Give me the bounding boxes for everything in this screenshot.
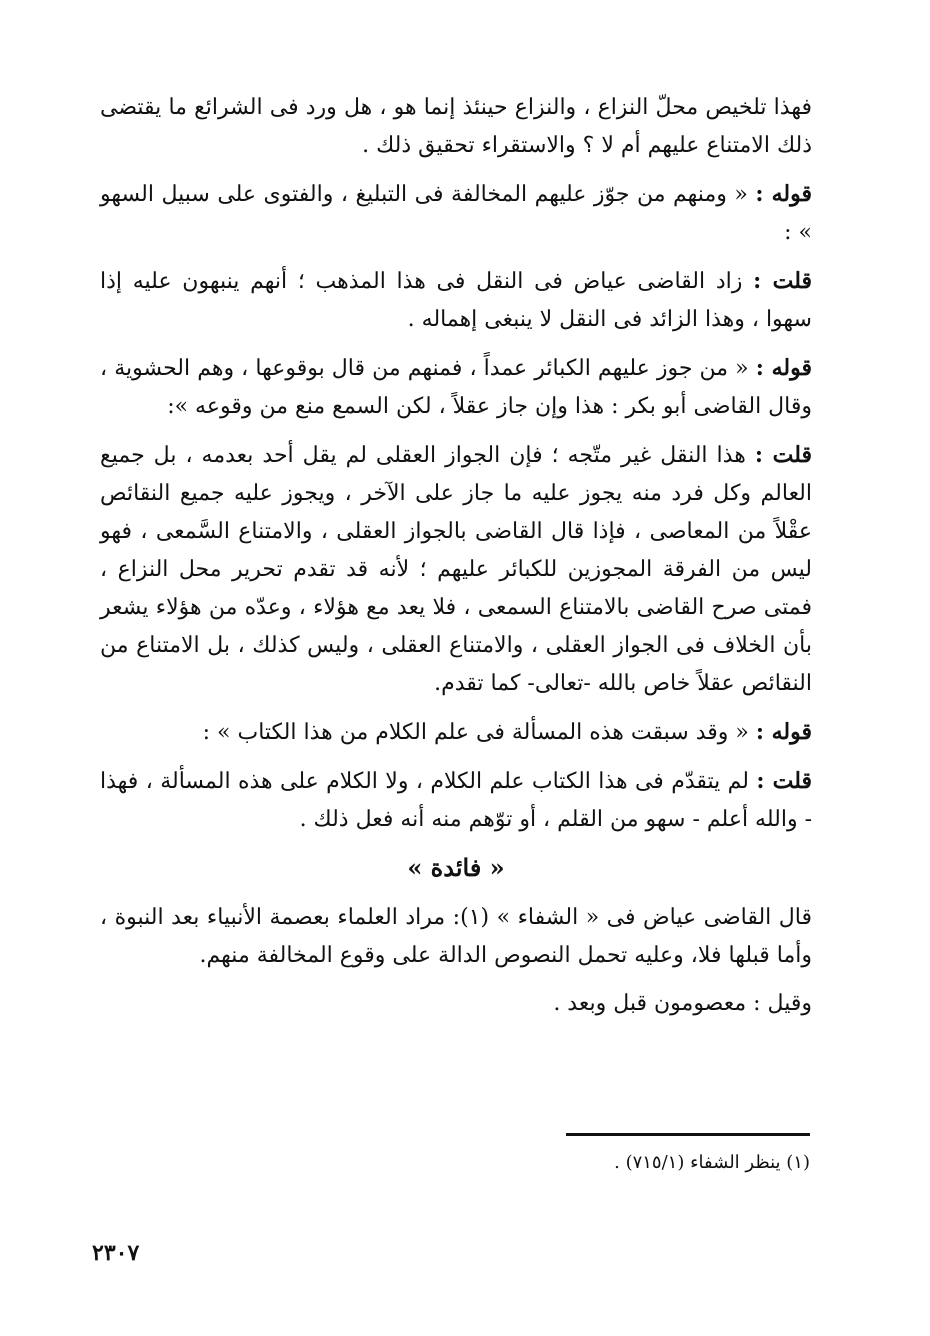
paragraph-8: قال القاضى عياض فى « الشفاء » (١): مراد العلماء بعصمة الأنبياء بعد النبوة ، وأما قبلها فلا، وعليه تحمل النصوص الدالة على وقوع المخالفة منهم. xyxy=(100,905,812,968)
paragraph-text: « ومنهم من جوّز عليهم المخالفة فى التبليغ ، والفتوى على سبيل السهو » : xyxy=(100,182,812,245)
paragraph-5 xyxy=(100,436,812,703)
paragraph-9: وقيل : معصومون قبل وبعد . xyxy=(553,991,812,1016)
paragraph-6 xyxy=(100,713,812,752)
page-body xyxy=(100,88,812,1033)
paragraph-text: « وقد سبقت هذه المسألة فى علم الكلام من هذا الكتاب » : xyxy=(202,720,756,745)
paragraph-1 xyxy=(100,88,812,165)
paragraph-lead: قوله : xyxy=(755,181,812,207)
footnote: (١) ينظر الشفاء (٧١٥/١) . xyxy=(614,1152,810,1173)
paragraph-lead: قلت : xyxy=(756,768,812,794)
section-heading: « فائدة » xyxy=(407,853,505,882)
paragraph-text: هذا النقل غير متّجه ؛ فإن الجواز العقلى لم يقل أحد بعدمه ، بل جميع العالم وكل فرد منه يجوز عليه ما جاز على الآخر ، ويجوز عليه جميع النقائص عقْلاً من المعاصى ، فإذا قال القاضى بالجواز العقلى ، والامتناع السَّمعى ، فهو ليس من الفرقة المجوزين للكبائر عليهم ؛ لأنه قد تقدم تحرير محل النزاع ، فمتى صرح القاضى بالامتناع السمعى ، فلا يعد مع هؤلاء ، وعدّه من هؤلاء يشعر بأن الخلاف فى الجواز العقلى ، والامتناع العقلى ، وليس كذلك ، بل الامتناع من النقائص عقلاً خاص بالله -تعالى- كما تقدم. xyxy=(100,443,812,696)
paragraph-3 xyxy=(100,262,812,339)
paragraph-lead: قلت : xyxy=(753,268,812,294)
paragraph-lead: قوله : xyxy=(755,355,812,381)
paragraph-text: « من جوز عليهم الكبائر عمداً ، فمنهم من قال بوقوعها ، وهم الحشوية ، وقال القاضى أبو بكر : هذا وإن جاز عقلاً ، لكن السمع منع من وقوعه »: xyxy=(100,356,812,419)
paragraph-text: زاد القاضى عياض فى النقل فى هذا المذهب ؛ أنهم ينبهون عليه إذا سهوا ، وهذا الزائد فى النقل لا ينبغى إهماله . xyxy=(100,269,812,332)
paragraph-7 xyxy=(100,762,812,839)
paragraph-text: لم يتقدّم فى هذا الكتاب علم الكلام ، ولا الكلام على هذه المسألة ، فهذا - والله أعلم - سهو من القلم ، أو توّهم منه أنه فعل ذلك . xyxy=(100,769,812,832)
paragraph-2 xyxy=(100,175,812,252)
paragraph-lead: قوله : xyxy=(755,719,812,745)
paragraph-text: فهذا تلخيص محلّ النزاع ، والنزاع حينئذ إنما هو ، هل ورد فى الشرائع ما يقتضى ذلك الامتناع عليهم أم لا ؟ والاستقراء تحقيق ذلك . xyxy=(100,95,812,158)
footnote-divider xyxy=(566,1133,810,1136)
page-number: ٢٣٠٧ xyxy=(92,1240,140,1266)
paragraph-4 xyxy=(100,349,812,426)
paragraph-lead: قلت : xyxy=(754,442,813,468)
